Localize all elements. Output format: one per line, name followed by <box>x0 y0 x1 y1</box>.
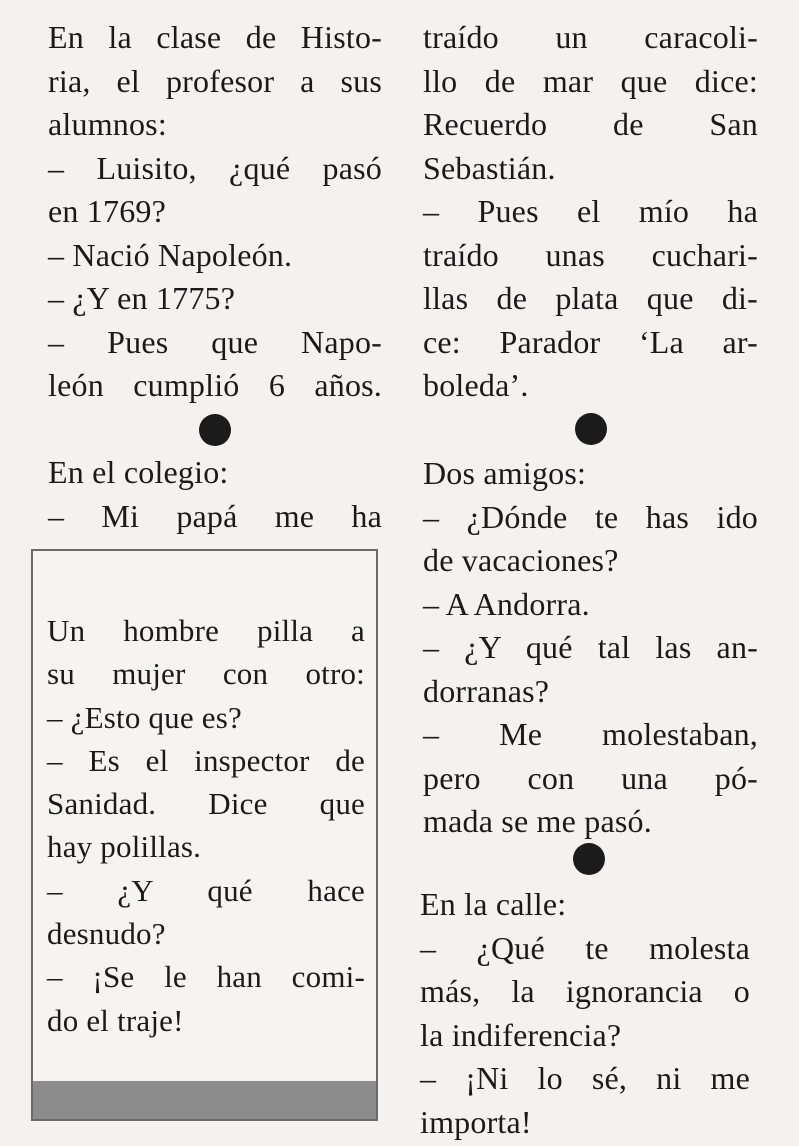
text-line: – Mi papá me ha <box>48 497 382 534</box>
text-line: – ¿Y en 1775? <box>48 280 236 316</box>
text-line: Un hombre pilla a <box>47 613 365 648</box>
text-line: – Me molestaban, <box>423 716 758 752</box>
text-line: más, la ignorancia o <box>420 973 750 1009</box>
text-line: – ¿Y qué hace <box>47 872 365 908</box>
text-line: – ¿Dónde te has ido <box>423 498 758 535</box>
text-line: Sebastián. <box>423 149 556 186</box>
text-line: desnudo? <box>47 916 166 952</box>
separator-dot <box>575 413 607 445</box>
right-joke-friends <box>423 452 758 844</box>
text-line: – Nació Napoleón. <box>48 236 293 273</box>
text-line: En la calle: <box>420 886 567 922</box>
boxed-joke-text <box>47 609 365 1042</box>
text-line: – ¿Qué te molesta <box>420 929 750 966</box>
text-line: pero con una pó- <box>423 759 758 796</box>
box-footer-bar <box>33 1081 376 1119</box>
text-line: – ¡Ni lo sé, ni me <box>420 1060 750 1096</box>
left-joke-history <box>48 16 382 408</box>
text-line: En la clase de Histo- <box>48 19 382 55</box>
text-line: traído unas cuchari- <box>423 236 758 273</box>
boxed-joke <box>31 549 378 1121</box>
text-line: Dos amigos: <box>423 455 587 491</box>
text-line: importa! <box>420 1103 532 1140</box>
text-line: – Luisito, ¿qué pasó <box>48 149 382 186</box>
text-line: en 1769? <box>48 193 167 229</box>
text-line: ria, el profesor a sus <box>48 62 382 99</box>
text-line: alumnos: <box>48 106 167 142</box>
text-line: ce: Parador ‘La ar- <box>423 323 758 360</box>
text-line: – ¡Se le han comi- <box>47 959 365 995</box>
text-line: – A Andorra. <box>423 585 590 622</box>
text-line: de vacaciones? <box>423 542 619 578</box>
text-line: llas de plata que di- <box>423 280 758 316</box>
text-line: – Es el inspector de <box>47 742 365 778</box>
left-joke-school <box>48 451 382 538</box>
text-line: – ¿Esto que es? <box>47 699 242 735</box>
text-line: traído un caracoli- <box>423 19 758 55</box>
right-joke-school-cont <box>423 16 758 408</box>
text-line: – ¿Y qué tal las an- <box>423 629 758 665</box>
text-line: león cumplió 6 años. <box>48 367 382 403</box>
text-line: Sanidad. Dice que <box>47 786 365 822</box>
text-line: la indiferencia? <box>420 1016 622 1053</box>
text-line: Recuerdo de San <box>423 106 758 142</box>
text-line: En el colegio: <box>48 454 229 490</box>
text-line: su mujer con otro: <box>47 656 365 692</box>
text-line: – Pues que Napo- <box>48 323 382 360</box>
text-line: llo de mar que dice: <box>423 62 758 99</box>
text-line: mada se me pasó. <box>423 803 652 839</box>
text-line: – Pues el mío ha <box>423 193 758 229</box>
text-line: dorranas? <box>423 672 550 709</box>
text-line: do el traje! <box>47 1002 184 1038</box>
right-joke-street <box>420 883 750 1144</box>
separator-dot <box>573 843 605 875</box>
separator-dot <box>199 414 231 446</box>
text-line: boleda’. <box>423 367 529 403</box>
text-line: hay polillas. <box>47 829 202 865</box>
